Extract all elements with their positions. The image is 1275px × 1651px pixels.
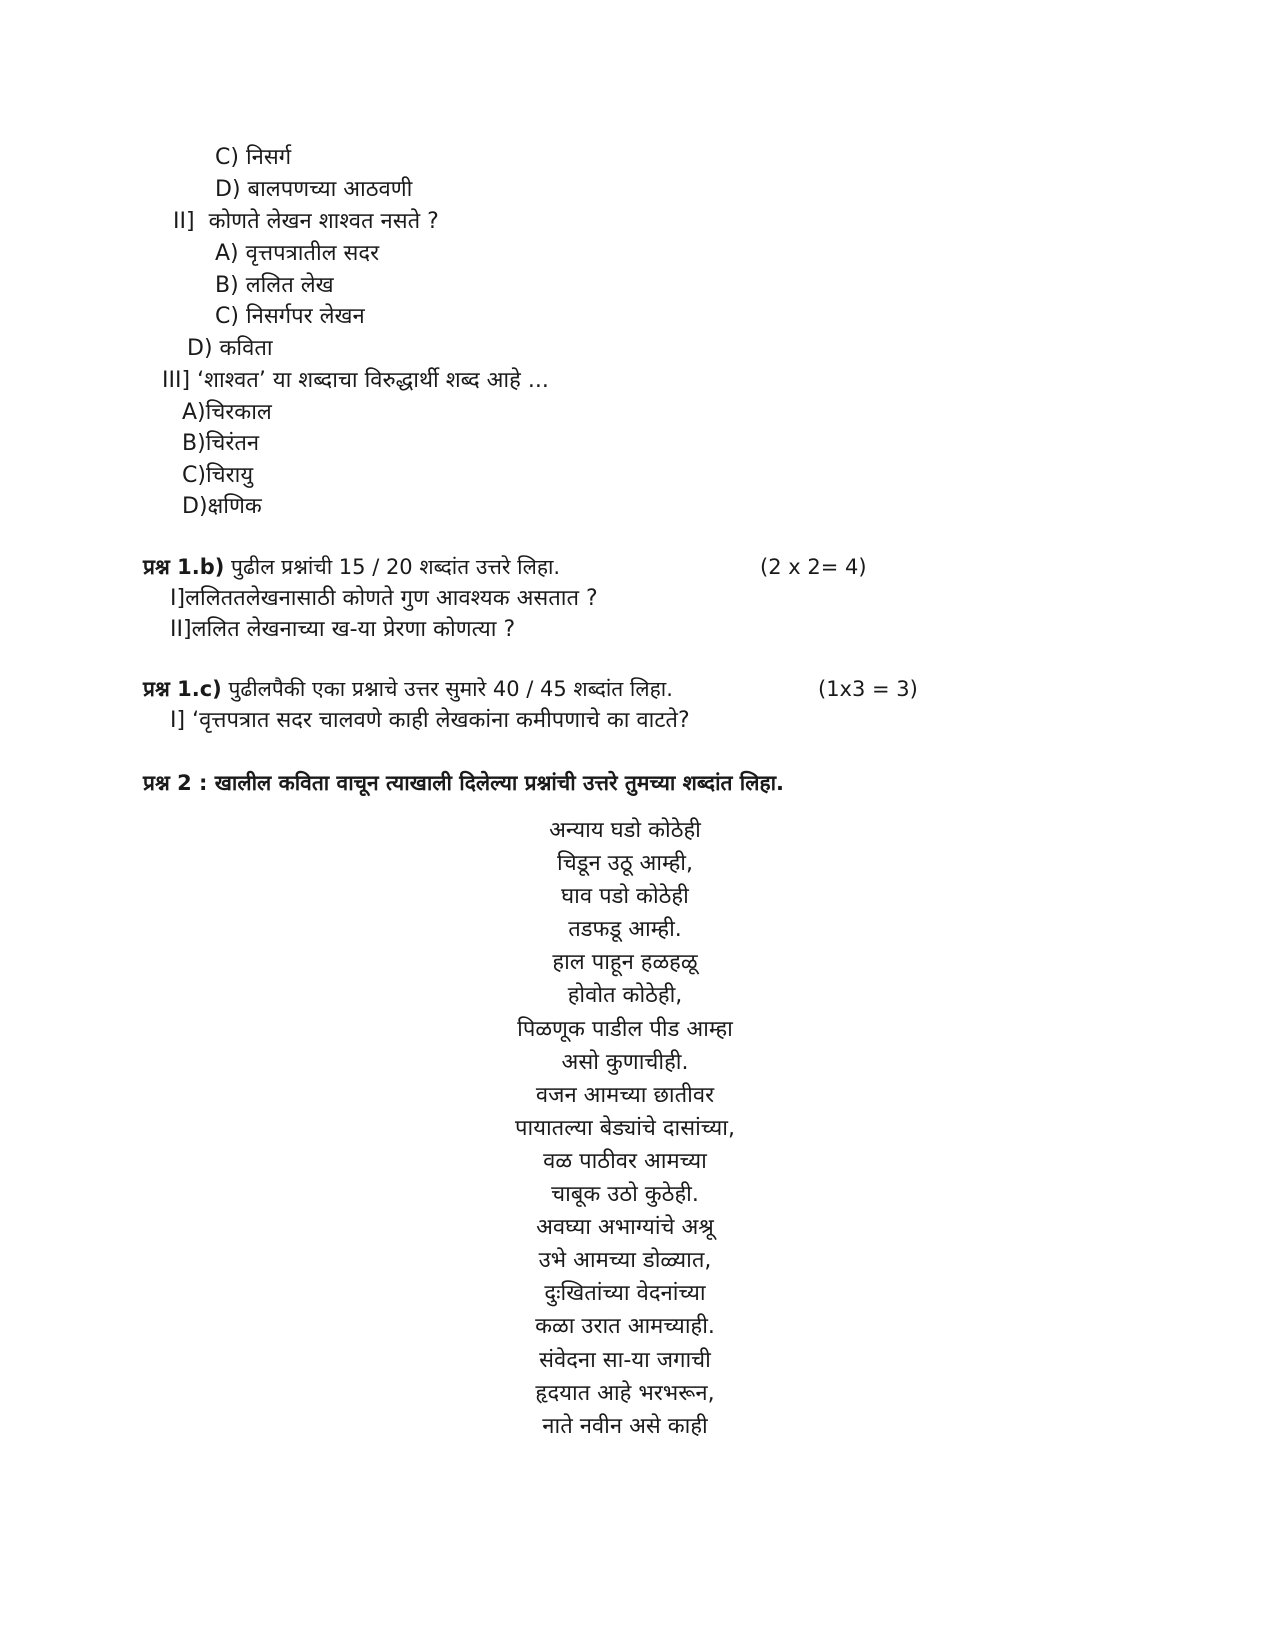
q1c-question-1 [170,706,690,736]
option-text: निसर्ग [245,145,292,170]
question-ii [173,207,439,237]
option-d-q2 [187,334,273,364]
option-d-q1 [215,175,412,205]
question-instruction: पुढीलपैकी एका प्रश्नाचे उत्तर सुमारे 40 / 45 शब्दांत लिहा. [228,677,673,701]
poem-line: वळ पाठीवर आमच्या [543,1148,707,1174]
question-number: I] [170,586,186,611]
question-iii [162,366,549,396]
option-a-q3 [182,398,272,428]
q1b-question-2 [170,615,515,645]
q1c-heading [143,674,673,704]
option-text: ललित लेख [245,273,334,298]
q1c-marks: (1x3 = 3) [818,677,918,701]
poem-line: होवोत कोठेही, [567,983,683,1009]
poem-line: उभे आमच्या डोळ्यात, [538,1248,712,1274]
q1b-question-1 [170,584,598,614]
option-text: निसर्गपर लेखन [245,304,365,329]
poem-line: हाल पाहून हळहळू [552,950,698,976]
question-text: ‘वृत्तपत्रात सदर चालवणे काही लेखकांना कमीपणाचे का वाटते? [192,708,690,733]
option-text: चिरंतन [205,431,260,456]
question-text: कोणते लेखन शाश्वत नसते ? [208,209,439,234]
option-label: B) [215,273,239,298]
q1b-marks: (2 x 2= 4) [760,555,867,579]
question-number: II] [173,209,195,234]
option-label: B) [182,431,206,456]
poem-line: अवघ्या अभाग्यांचे अश्रू [536,1215,714,1241]
question-text: ललिततलेखनासाठी कोणते गुण आवश्यक असतात ? [185,586,598,611]
poem-line: हृदयात आहे भरभरून, [535,1380,715,1406]
poem-line: संवेदना सा-या जगाची [539,1347,711,1373]
option-a-q2 [215,239,379,269]
question-text: ‘शाश्वत’ या शब्दाचा विरुद्धार्थी शब्द आहे ... [197,368,549,393]
option-c-q2 [215,302,365,332]
question-label: प्रश्न 1.b) [143,555,225,579]
question-number: I] [170,708,186,733]
option-label: C) [182,463,206,488]
question-number: III] [162,368,191,393]
option-text: चिरकाल [205,400,272,425]
question-number: II] [170,617,192,642]
option-label: A) [182,400,206,425]
poem-line: दुःखितांच्या वेदनांच्या [544,1281,706,1307]
option-c-q3 [182,461,253,491]
option-c-q1 [215,143,291,173]
option-label: C) [215,145,239,170]
question-instruction: पुढील प्रश्नांची 15 / 20 शब्दांत उत्तरे लिहा. [231,555,561,579]
q1b-heading [143,552,560,582]
poem-line: वजन आमच्या छातीवर [535,1082,715,1108]
poem-line: नाते नवीन असे काही [542,1413,708,1439]
option-text: बालपणच्या आठवणी [247,177,413,202]
poem-line: चाबूक उठो कुठेही. [551,1182,699,1208]
option-label: D) [182,494,208,519]
poem-line: तडफडू आम्ही. [568,917,682,943]
poem [420,814,830,1443]
option-label: A) [215,241,239,266]
option-text: कविता [219,336,273,361]
poem-line: चिडून उठू आम्ही, [557,851,693,877]
option-text: क्षणिक [207,494,262,519]
option-b-q3 [182,429,259,459]
option-label: C) [215,304,239,329]
option-text: चिरायु [205,463,254,488]
question-label: प्रश्न 1.c) [143,677,222,701]
poem-line: पायातल्या बेड्यांचे दासांच्या, [515,1115,735,1141]
option-b-q2 [215,271,334,301]
poem-line: कळा उरात आमच्याही. [535,1314,715,1340]
q2-heading: प्रश्न 2 : खालील कविता वाचून त्याखाली दिलेल्या प्रश्नांची उत्तरे तुमच्या शब्दांत लिहा. [143,771,785,795]
option-label: D) [187,336,213,361]
option-text: वृत्तपत्रातील सदर [245,241,380,266]
poem-line: घाव पडो कोठेही [561,884,689,910]
poem-line: पिळणूक पाडील पीड आम्हा [517,1016,733,1042]
option-label: D) [215,177,241,202]
poem-line: अन्याय घडो कोठेही [549,818,701,843]
option-d-q3 [182,492,262,522]
question-text: ललित लेखनाच्या ख-या प्रेरणा कोणत्या ? [191,617,516,642]
poem-line: असो कुणाचीही. [561,1049,689,1075]
